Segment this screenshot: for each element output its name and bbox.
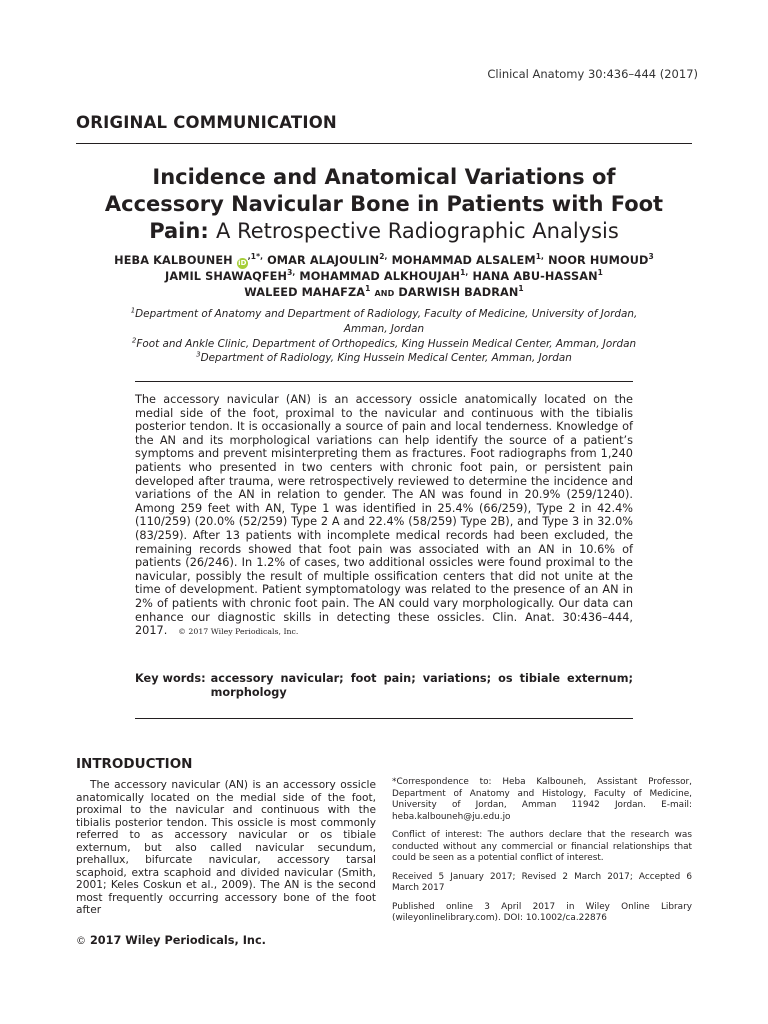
author-affil-sup: 2, (379, 252, 388, 262)
author-affil-sup: 3, (287, 268, 296, 278)
author-name: MOHAMMAD ALSALEM (391, 254, 536, 267)
copyright-symbol: © (76, 936, 86, 947)
introduction-heading: INTRODUCTION (76, 756, 193, 772)
author-name: DARWISH BADRAN (398, 285, 519, 299)
author-affil-sup: 3 (648, 252, 654, 262)
title-main-end: Pain: (149, 219, 209, 243)
affil-text: Foot and Ankle Clinic, Department of Orthopedics, King Hussein Medical Center, Amman, Jordan (136, 337, 637, 350)
author-line-2 (70, 269, 698, 285)
author-name: MOHAMMAD ALKHOUJAH (299, 270, 461, 283)
author-name: OMAR ALAJOULIN (267, 254, 380, 267)
published-note: Published online 3 April 2017 in Wiley Online Library (wileyonlinelibrary.com). DOI: 10.1002/ca.22876 (392, 901, 692, 923)
author-affil-sup: 1 (597, 268, 603, 278)
abstract-copyright: © 2017 Wiley Periodicals, Inc. (178, 627, 299, 637)
author-name: NOOR HUMOUD (548, 254, 649, 267)
title-line-1: Incidence and Anatomical Variations of (152, 165, 616, 189)
affiliation-1 (90, 307, 678, 322)
abstract-bottom-rule (135, 718, 633, 719)
abstract-top-rule (135, 381, 633, 382)
affiliation-2 (90, 337, 678, 352)
correspondence-note: *Correspondence to: Heba Kalbouneh, Assistant Professor, Department of Anatomy and Histology, Faculty of Medicine, University of Jordan, Amman 11942 Jordan. E-mail: heba.kalbouneh@ju.edu.jo (392, 777, 692, 822)
affil-sup: 1 (130, 306, 136, 315)
header-rule (76, 143, 692, 144)
affiliations (90, 307, 678, 366)
author-list (70, 253, 698, 301)
affiliation-3 (90, 351, 678, 366)
footer-copyright-text: 2017 Wiley Periodicals, Inc. (89, 934, 266, 947)
keywords (135, 672, 633, 700)
affil-text: Department of Anatomy and Department of Radiology, Faculty of Medicine, University of Jordan, (135, 308, 638, 320)
author-affil-sup: 1, (460, 268, 469, 278)
affiliation-1-cont: Amman, Jordan (343, 322, 425, 335)
received-note: Received 5 January 2017; Revised 2 March 2017; Accepted 6 March 2017 (392, 871, 692, 893)
author-name: WALEED MAHAFZA (244, 285, 366, 299)
author-affil-sup: 1*, (250, 252, 264, 262)
author-name: HANA ABU-HASSAN (472, 270, 598, 283)
journal-reference: Clinical Anatomy 30:436–444 (2017) (487, 67, 698, 81)
conflict-note: Conflict of interest: The authors declare that the research was conducted without any commercial or financial relationships that could be seen as a potential conflict of interest. (392, 830, 692, 863)
title-line-3 (60, 218, 708, 245)
keywords-text: accessory navicular; foot pain; variations; os tibiale externum; morphology (210, 672, 633, 699)
author-affil-sup: 1 (365, 283, 371, 293)
footnotes (392, 777, 692, 932)
article-subtitle: A Retrospective Radiographic Analysis (216, 219, 619, 243)
author-and: AND (374, 288, 395, 298)
author-affil-sup: 1, (535, 252, 545, 262)
author-line-1: HEBA KALBOUNEH $iD^{,1*,}$ OMAR $ALAJOULIN^{2,}$ MOHAMMAD $ALSALEM^{1,}$ NOOR HUMOUD$^3$ (114, 252, 654, 267)
title-line-2: Accessory Navicular Bone in Patients with Foot (104, 192, 664, 216)
affil-text: Department of Radiology, King Hussein Medical Center, Amman, Jordan (200, 352, 572, 365)
affil-sup: 3 (196, 350, 201, 359)
keywords-label: Key words: (135, 672, 206, 685)
author-name: JAMIL SHAWAQFEH (165, 270, 288, 283)
abstract (135, 393, 633, 639)
introduction-text: The accessory navicular (AN) is an accessory ossicle anatomically located on the medial side of the foot, proximal to the navicular and continuous with the tibialis posterior tendon. This ossicle is most commonly referred to as accessory navicular or os tibiale externum, but also called navicular secundum, prehallux, bifurcate navicular, accessory tarsal scaphoid, extra scaphoid and divided navicular (Smith, 2001; Keles Coskun et al., 2009). The AN is the second most frequently occurring accessory bone of the foot after (76, 779, 376, 916)
orcid-icon[interactable]: iD (238, 259, 247, 267)
article-title (60, 164, 708, 245)
author-name: HEBA KALBOUNEH (114, 254, 233, 267)
abstract-text: The accessory navicular (AN) is an accessory ossicle anatomically located on the medial side of the foot, proximal to the navicular and continuous with the tibialis posterior tendon. It is occasionally a source of pain and local tenderness. Knowledge of the AN and its morphological variations can help identify the source of a patient’s symptoms and prevent misinterpreting them as fractures. Foot radiographs from 1,240 patients who presented in two centers with chronic foot pain, or persistent pain developed after trauma, were retrospectively reviewed to determine the incidence and variations of the AN in relation to gender. The AN was found in 20.9% (259/1240). Among 259 feet with AN, Type 1 was identified in 25.4% (66/259), Type 2 in 42.4% (110/259) (20.0% (52/259) Type 2 A and 22.4% (58/259) Type 2B), and Type 3 in 32.0% (83/259). After 13 patients with incomplete medical records had been excluded, the remaining records showed that foot pain was associated with an AN in 10.6% of patients (26/246). In 1.2% of cases, two additional ossicles were found proximal to the navicular, possibly the result of multiple ossification centers that did not unite at the time of development. Patient symptomatology was related to the presence of an AN in 2% of patients with chronic foot pain. The AN could vary morphologically. Our data can enhance our diagnostic skills in detecting these ossicles. Clin. Anat. 30:436–444, 2017. (135, 393, 633, 638)
footer-copyright (76, 934, 266, 947)
section-label: ORIGINAL COMMUNICATION (76, 113, 337, 132)
author-line-3 (70, 285, 698, 302)
author-affil-sup: 1 (518, 283, 524, 293)
affil-sup: 2 (131, 336, 137, 345)
